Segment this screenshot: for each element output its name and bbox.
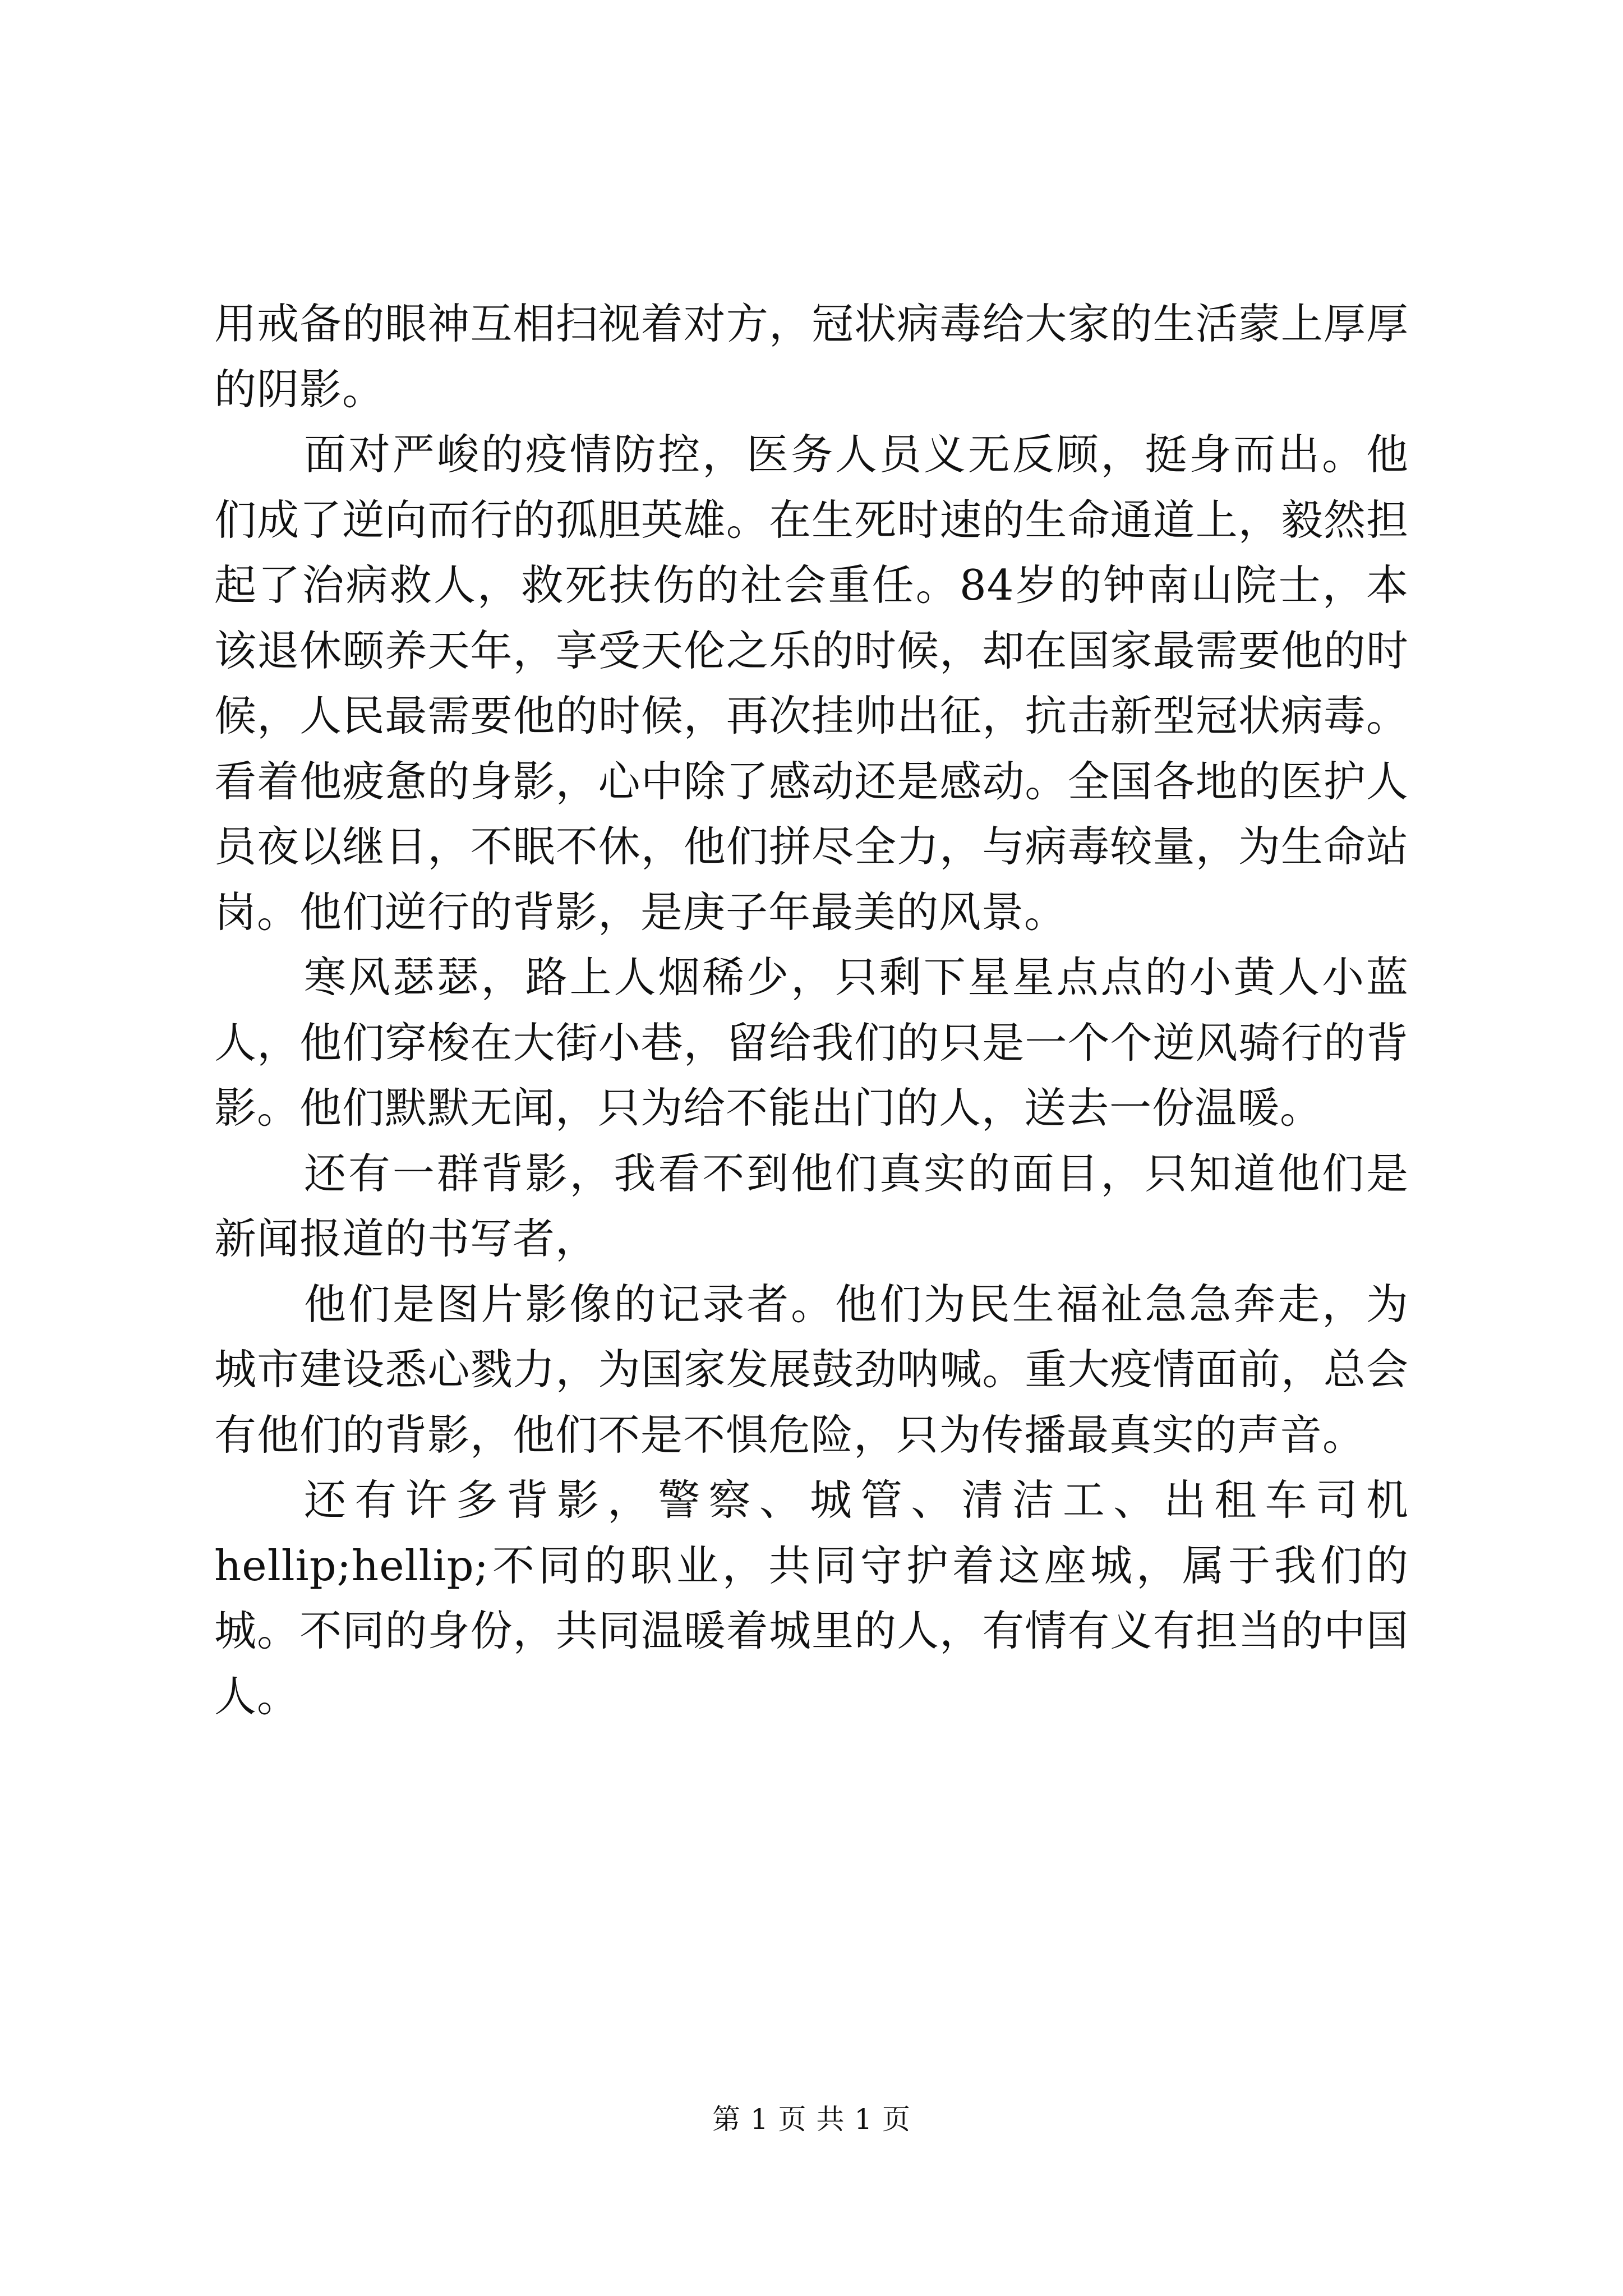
paragraph-other-workers: 还有许多背影，警察、城管、清洁工、出租车司机hellip;hellip;不同的职业，共同守护着这座城，属于我们的城。不同的身份，共同温暖着城里的人，有情有义有担当的中国人。 <box>214 1475 1409 1721</box>
page-number-footer: 第 1 页 共 1 页 <box>712 2103 911 2136</box>
paragraph-continuation: 用戒备的眼神互相扫视着对方，冠状病毒给大家的生活蒙上厚厚的阴影。 <box>214 299 1409 414</box>
document-body <box>214 291 1409 1729</box>
paragraph-reporters: 他们是图片影像的记录者。他们为民生福祉急急奔走，为城市建设悉心戮力，为国家发展鼓劲呐喊。重大疫情面前，总会有他们的背影，他们不是不惧危险，只为传播最真实的声音。 <box>214 1279 1409 1460</box>
paragraph-delivery-workers: 寒风瑟瑟，路上人烟稀少，只剩下星星点点的小黄人小蓝人，他们穿梭在大街小巷，留给我们的只是一个个逆风骑行的背影。他们默默无闻，只为给不能出门的人，送去一份温暖。 <box>214 953 1409 1133</box>
paragraph-medical-staff: 面对严峻的疫情防控，医务人员义无反顾，挺身而出。他们成了逆向而行的孤胆英雄。在生死时速的生命通道上，毅然担起了治病救人，救死扶伤的社会重任。84岁的钟南山院士，本该退休颐养天年，享受天伦之乐的时候，却在国家最需要他的时候，人民最需要他的时候，再次挂帅出征，抗击新型冠状病毒。看着他疲惫的身影，心中除了感动还是感动。全国各地的医护人员夜以继日，不眠不休，他们拼尽全力，与病毒较量，为生命站岗。他们逆行的背影，是庚子年最美的风景。 <box>214 430 1409 937</box>
paragraph-reporters-intro: 还有一群背影，我看不到他们真实的面目，只知道他们是新闻报道的书写者， <box>214 1148 1409 1263</box>
